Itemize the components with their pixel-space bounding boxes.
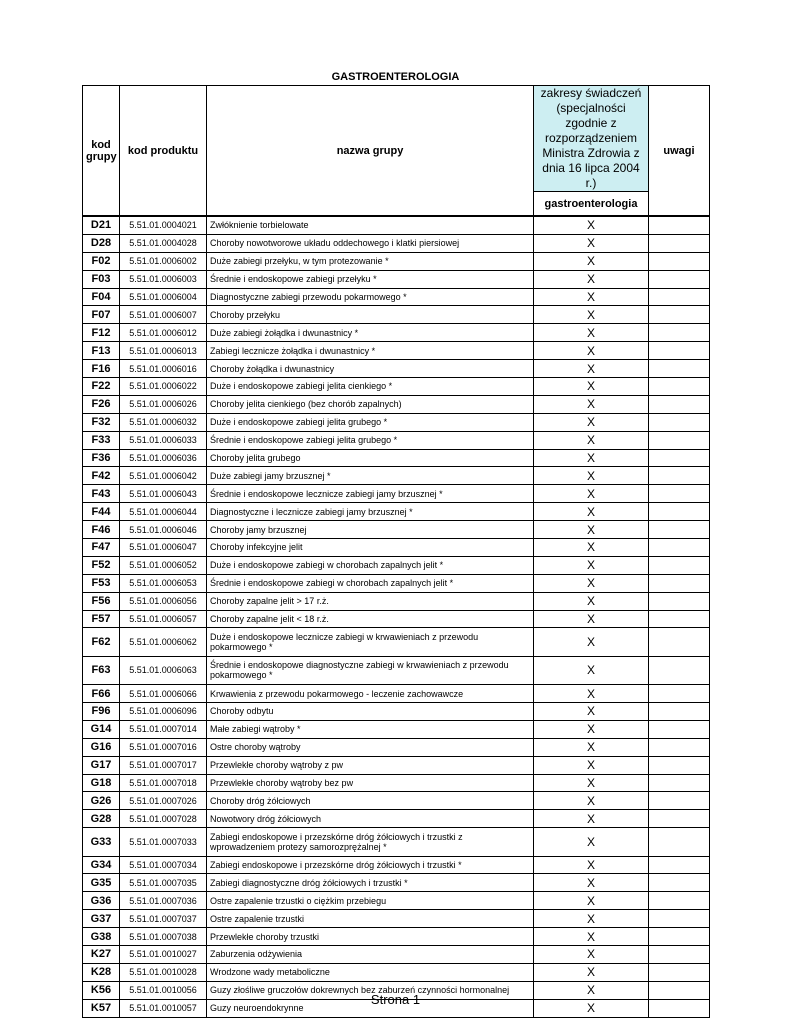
cell-product-code: 5.51.01.0010057 bbox=[120, 999, 207, 1017]
cell-group-name: Duże zabiegi jamy brzusznej * bbox=[207, 467, 534, 485]
cell-remarks bbox=[649, 910, 710, 928]
cell-remarks bbox=[649, 324, 710, 342]
cell-product-code: 5.51.01.0010056 bbox=[120, 981, 207, 999]
table-row bbox=[83, 874, 710, 892]
cell-group-name: Średnie i endoskopowe diagnostyczne zabiegi w krwawieniach z przewodu pokarmowego * bbox=[207, 656, 534, 684]
cell-specialty-mark: X bbox=[534, 810, 649, 828]
table-row bbox=[83, 216, 710, 234]
cell-group-name: Przewlekłe choroby wątroby bez pw bbox=[207, 774, 534, 792]
cell-specialty-mark: X bbox=[534, 270, 649, 288]
cell-group-name: Choroby nowotworowe układu oddechowego i klatki piersiowej bbox=[207, 234, 534, 252]
cell-group-code: K56 bbox=[83, 981, 120, 999]
table-row bbox=[83, 503, 710, 521]
cell-remarks bbox=[649, 467, 710, 485]
cell-specialty-mark: X bbox=[534, 413, 649, 431]
cell-specialty-mark: X bbox=[534, 720, 649, 738]
cell-group-name: Zwłóknienie torbielowate bbox=[207, 216, 534, 234]
cell-group-code: G36 bbox=[83, 892, 120, 910]
cell-remarks bbox=[649, 702, 710, 720]
cell-product-code: 5.51.01.0006033 bbox=[120, 431, 207, 449]
table-row bbox=[83, 828, 710, 856]
cell-product-code: 5.51.01.0007028 bbox=[120, 810, 207, 828]
cell-product-code: 5.51.01.0006044 bbox=[120, 503, 207, 521]
cell-group-name: Średnie i endoskopowe zabiegi przełyku * bbox=[207, 270, 534, 288]
cell-specialty-mark: X bbox=[534, 874, 649, 892]
cell-specialty-mark: X bbox=[534, 945, 649, 963]
cell-group-name: Zabiegi diagnostyczne dróg żółciowych i trzustki * bbox=[207, 874, 534, 892]
cell-product-code: 5.51.01.0007017 bbox=[120, 756, 207, 774]
cell-product-code: 5.51.01.0006052 bbox=[120, 556, 207, 574]
cell-group-name: Ostre choroby wątroby bbox=[207, 738, 534, 756]
cell-group-name: Przewlekłe choroby wątroby z pw bbox=[207, 756, 534, 774]
cell-specialty-mark: X bbox=[534, 252, 649, 270]
cell-group-code: D21 bbox=[83, 216, 120, 234]
cell-specialty-mark: X bbox=[534, 521, 649, 539]
cell-group-code: K28 bbox=[83, 963, 120, 981]
cell-product-code: 5.51.01.0006063 bbox=[120, 656, 207, 684]
cell-specialty-mark: X bbox=[534, 431, 649, 449]
cell-product-code: 5.51.01.0007035 bbox=[120, 874, 207, 892]
cell-specialty-mark: X bbox=[534, 288, 649, 306]
cell-group-name: Duże i endoskopowe zabiegi w chorobach zapalnych jelit * bbox=[207, 556, 534, 574]
cell-group-code: G38 bbox=[83, 928, 120, 946]
cell-group-name: Diagnostyczne i lecznicze zabiegi jamy brzusznej * bbox=[207, 503, 534, 521]
cell-specialty-mark: X bbox=[534, 324, 649, 342]
cell-specialty-mark: X bbox=[534, 306, 649, 324]
cell-product-code: 5.51.01.0004028 bbox=[120, 234, 207, 252]
table-row bbox=[83, 324, 710, 342]
cell-specialty-mark: X bbox=[534, 656, 649, 684]
cell-group-code: F32 bbox=[83, 413, 120, 431]
cell-product-code: 5.51.01.0006032 bbox=[120, 413, 207, 431]
cell-product-code: 5.51.01.0007033 bbox=[120, 828, 207, 856]
table-row bbox=[83, 378, 710, 396]
cell-product-code: 5.51.01.0004021 bbox=[120, 216, 207, 234]
cell-group-code: F46 bbox=[83, 521, 120, 539]
cell-remarks bbox=[649, 342, 710, 360]
cell-group-name: Choroby jelita cienkiego (bez chorób zapalnych) bbox=[207, 395, 534, 413]
table-row bbox=[83, 910, 710, 928]
cell-group-code: F57 bbox=[83, 610, 120, 628]
cell-group-code: F26 bbox=[83, 395, 120, 413]
cell-specialty-mark: X bbox=[534, 628, 649, 656]
cell-group-name: Zabiegi endoskopowe i przezskórne dróg żółciowych i trzustki z wprowadzeniem protezy samorozprężalnej * bbox=[207, 828, 534, 856]
cell-group-name: Diagnostyczne zabiegi przewodu pokarmowego * bbox=[207, 288, 534, 306]
table-row bbox=[83, 592, 710, 610]
table-row bbox=[83, 306, 710, 324]
cell-group-name: Choroby odbytu bbox=[207, 702, 534, 720]
cell-group-name: Guzy złośliwe gruczołów dokrewnych bez zaburzeń czynności hormonalnej bbox=[207, 981, 534, 999]
cell-remarks bbox=[649, 449, 710, 467]
cell-remarks bbox=[649, 756, 710, 774]
cell-remarks bbox=[649, 856, 710, 874]
cell-group-name: Duże zabiegi żołądka i dwunastnicy * bbox=[207, 324, 534, 342]
cell-group-name: Średnie i endoskopowe lecznicze zabiegi jamy brzusznej * bbox=[207, 485, 534, 503]
table-row bbox=[83, 792, 710, 810]
table-row bbox=[83, 756, 710, 774]
cell-specialty-mark: X bbox=[534, 756, 649, 774]
cell-group-name: Choroby jelita grubego bbox=[207, 449, 534, 467]
cell-product-code: 5.51.01.0006016 bbox=[120, 360, 207, 378]
cell-group-name: Zabiegi endoskopowe i przezskórne dróg żółciowych i trzustki * bbox=[207, 856, 534, 874]
table-row bbox=[83, 485, 710, 503]
cell-remarks bbox=[649, 413, 710, 431]
cell-product-code: 5.51.01.0006047 bbox=[120, 539, 207, 557]
table-row bbox=[83, 467, 710, 485]
cell-group-name: Średnie i endoskopowe zabiegi w chorobach zapalnych jelit * bbox=[207, 574, 534, 592]
cell-remarks bbox=[649, 792, 710, 810]
cell-product-code: 5.51.01.0006066 bbox=[120, 685, 207, 703]
cell-product-code: 5.51.01.0006046 bbox=[120, 521, 207, 539]
header-kod-grupy: kod grupy bbox=[83, 86, 120, 217]
cell-specialty-mark: X bbox=[534, 378, 649, 396]
cell-group-code: F42 bbox=[83, 467, 120, 485]
cell-group-name: Duże i endoskopowe zabiegi jelita cienkiego * bbox=[207, 378, 534, 396]
cell-remarks bbox=[649, 485, 710, 503]
table-row bbox=[83, 288, 710, 306]
table-row bbox=[83, 810, 710, 828]
cell-product-code: 5.51.01.0007014 bbox=[120, 720, 207, 738]
table-row bbox=[83, 234, 710, 252]
cell-remarks bbox=[649, 810, 710, 828]
table-row bbox=[83, 963, 710, 981]
cell-specialty-mark: X bbox=[534, 592, 649, 610]
cell-group-name: Choroby jamy brzusznej bbox=[207, 521, 534, 539]
cell-group-code: K27 bbox=[83, 945, 120, 963]
cell-product-code: 5.51.01.0006056 bbox=[120, 592, 207, 610]
cell-remarks bbox=[649, 945, 710, 963]
cell-group-code: G35 bbox=[83, 874, 120, 892]
cell-group-name: Choroby infekcyjne jelit bbox=[207, 539, 534, 557]
cell-group-code: D28 bbox=[83, 234, 120, 252]
cell-specialty-mark: X bbox=[534, 539, 649, 557]
cell-product-code: 5.51.01.0007034 bbox=[120, 856, 207, 874]
cell-product-code: 5.51.01.0006007 bbox=[120, 306, 207, 324]
cell-group-name: Choroby żołądka i dwunastnicy bbox=[207, 360, 534, 378]
cell-group-name: Choroby przełyku bbox=[207, 306, 534, 324]
cell-remarks bbox=[649, 234, 710, 252]
cell-group-name: Wrodzone wady metaboliczne bbox=[207, 963, 534, 981]
cell-group-code: G18 bbox=[83, 774, 120, 792]
cell-group-code: K57 bbox=[83, 999, 120, 1017]
cell-group-name: Duże i endoskopowe lecznicze zabiegi w krwawieniach z przewodu pokarmowego * bbox=[207, 628, 534, 656]
cell-specialty-mark: X bbox=[534, 999, 649, 1017]
cell-group-name: Przewlekłe choroby trzustki bbox=[207, 928, 534, 946]
cell-remarks bbox=[649, 431, 710, 449]
cell-specialty-mark: X bbox=[534, 702, 649, 720]
cell-group-code: G16 bbox=[83, 738, 120, 756]
cell-remarks bbox=[649, 574, 710, 592]
cell-remarks bbox=[649, 685, 710, 703]
cell-group-code: F12 bbox=[83, 324, 120, 342]
cell-group-code: G37 bbox=[83, 910, 120, 928]
table-row bbox=[83, 656, 710, 684]
table-row bbox=[83, 395, 710, 413]
cell-specialty-mark: X bbox=[534, 395, 649, 413]
services-table bbox=[82, 85, 710, 1018]
table-row bbox=[83, 774, 710, 792]
cell-group-name: Duże i endoskopowe zabiegi jelita grubego * bbox=[207, 413, 534, 431]
cell-product-code: 5.51.01.0010028 bbox=[120, 963, 207, 981]
cell-group-code: F47 bbox=[83, 539, 120, 557]
table-row bbox=[83, 431, 710, 449]
cell-product-code: 5.51.01.0007038 bbox=[120, 928, 207, 946]
cell-remarks bbox=[649, 928, 710, 946]
cell-remarks bbox=[649, 628, 710, 656]
cell-specialty-mark: X bbox=[534, 856, 649, 874]
cell-product-code: 5.51.01.0006003 bbox=[120, 270, 207, 288]
cell-group-code: F33 bbox=[83, 431, 120, 449]
table-row bbox=[83, 342, 710, 360]
cell-specialty-mark: X bbox=[534, 928, 649, 946]
cell-product-code: 5.51.01.0007026 bbox=[120, 792, 207, 810]
table-row bbox=[83, 856, 710, 874]
cell-specialty-mark: X bbox=[534, 574, 649, 592]
cell-remarks bbox=[649, 774, 710, 792]
cell-specialty-mark: X bbox=[534, 360, 649, 378]
table-row bbox=[83, 610, 710, 628]
cell-specialty-mark: X bbox=[534, 981, 649, 999]
header-nazwa-grupy: nazwa grupy bbox=[207, 86, 534, 217]
cell-specialty-mark: X bbox=[534, 342, 649, 360]
cell-product-code: 5.51.01.0006002 bbox=[120, 252, 207, 270]
cell-group-name: Małe zabiegi wątroby * bbox=[207, 720, 534, 738]
cell-group-code: G26 bbox=[83, 792, 120, 810]
cell-group-code: F02 bbox=[83, 252, 120, 270]
cell-group-code: F63 bbox=[83, 656, 120, 684]
cell-remarks bbox=[649, 360, 710, 378]
cell-remarks bbox=[649, 828, 710, 856]
cell-group-name: Choroby zapalne jelit < 18 r.ż. bbox=[207, 610, 534, 628]
cell-specialty-mark: X bbox=[534, 828, 649, 856]
cell-specialty-mark: X bbox=[534, 892, 649, 910]
cell-specialty-mark: X bbox=[534, 685, 649, 703]
cell-group-code: F53 bbox=[83, 574, 120, 592]
cell-group-code: F16 bbox=[83, 360, 120, 378]
cell-remarks bbox=[649, 503, 710, 521]
cell-product-code: 5.51.01.0007037 bbox=[120, 910, 207, 928]
cell-specialty-mark: X bbox=[534, 910, 649, 928]
page-footer: Strona 1 bbox=[370, 992, 421, 1007]
cell-specialty-mark: X bbox=[534, 774, 649, 792]
cell-specialty-mark: X bbox=[534, 216, 649, 234]
cell-remarks bbox=[649, 252, 710, 270]
cell-group-name: Ostre zapalenie trzustki bbox=[207, 910, 534, 928]
header-specialty: gastroenterologia bbox=[534, 192, 649, 217]
table-row bbox=[83, 628, 710, 656]
table-row bbox=[83, 539, 710, 557]
cell-group-name: Zaburzenia odżywienia bbox=[207, 945, 534, 963]
cell-product-code: 5.51.01.0007018 bbox=[120, 774, 207, 792]
cell-specialty-mark: X bbox=[534, 556, 649, 574]
cell-product-code: 5.51.01.0006062 bbox=[120, 628, 207, 656]
cell-specialty-mark: X bbox=[534, 503, 649, 521]
cell-group-name: Guzy neuroendokrynne bbox=[207, 999, 534, 1017]
cell-group-code: F13 bbox=[83, 342, 120, 360]
page-title: GASTROENTEROLOGIA bbox=[331, 71, 460, 83]
table-body bbox=[83, 216, 710, 1017]
cell-group-code: F03 bbox=[83, 270, 120, 288]
cell-product-code: 5.51.01.0006057 bbox=[120, 610, 207, 628]
cell-specialty-mark: X bbox=[534, 467, 649, 485]
cell-group-name: Zabiegi lecznicze żołądka i dwunastnicy * bbox=[207, 342, 534, 360]
cell-remarks bbox=[649, 521, 710, 539]
table-row bbox=[83, 892, 710, 910]
cell-product-code: 5.51.01.0006004 bbox=[120, 288, 207, 306]
cell-group-code: F07 bbox=[83, 306, 120, 324]
cell-group-code: F56 bbox=[83, 592, 120, 610]
cell-product-code: 5.51.01.0010027 bbox=[120, 945, 207, 963]
header-zakresy: zakresy świadczeń (specjalności zgodnie z rozporządzeniem Ministra Zdrowia z dnia 16 lipca 2004 r.) bbox=[534, 86, 649, 192]
cell-remarks bbox=[649, 610, 710, 628]
cell-group-name: Choroby zapalne jelit > 17 r.ż. bbox=[207, 592, 534, 610]
cell-product-code: 5.51.01.0006013 bbox=[120, 342, 207, 360]
cell-remarks bbox=[649, 892, 710, 910]
table-row bbox=[83, 720, 710, 738]
table-row bbox=[83, 738, 710, 756]
cell-group-code: G33 bbox=[83, 828, 120, 856]
table-row bbox=[83, 360, 710, 378]
table-row bbox=[83, 685, 710, 703]
cell-remarks bbox=[649, 306, 710, 324]
cell-remarks bbox=[649, 395, 710, 413]
table-row bbox=[83, 413, 710, 431]
cell-group-code: F52 bbox=[83, 556, 120, 574]
header-kod-produktu: kod produktu bbox=[120, 86, 207, 217]
cell-group-code: F62 bbox=[83, 628, 120, 656]
cell-specialty-mark: X bbox=[534, 610, 649, 628]
cell-specialty-mark: X bbox=[534, 234, 649, 252]
cell-group-name: Nowotwory dróg żółciowych bbox=[207, 810, 534, 828]
cell-remarks bbox=[649, 874, 710, 892]
cell-product-code: 5.51.01.0006012 bbox=[120, 324, 207, 342]
table-row bbox=[83, 574, 710, 592]
cell-group-code: G17 bbox=[83, 756, 120, 774]
cell-group-code: G28 bbox=[83, 810, 120, 828]
cell-remarks bbox=[649, 378, 710, 396]
cell-specialty-mark: X bbox=[534, 738, 649, 756]
cell-group-name: Duże zabiegi przełyku, w tym protezowanie * bbox=[207, 252, 534, 270]
cell-product-code: 5.51.01.0007016 bbox=[120, 738, 207, 756]
cell-group-code: G34 bbox=[83, 856, 120, 874]
cell-group-code: F43 bbox=[83, 485, 120, 503]
cell-specialty-mark: X bbox=[534, 449, 649, 467]
cell-group-name: Krwawienia z przewodu pokarmowego - leczenie zachowawcze bbox=[207, 685, 534, 703]
cell-group-code: G14 bbox=[83, 720, 120, 738]
cell-group-code: F04 bbox=[83, 288, 120, 306]
cell-group-code: F96 bbox=[83, 702, 120, 720]
cell-group-code: F66 bbox=[83, 685, 120, 703]
cell-remarks bbox=[649, 288, 710, 306]
table-row bbox=[83, 252, 710, 270]
table-row bbox=[83, 270, 710, 288]
cell-product-code: 5.51.01.0006026 bbox=[120, 395, 207, 413]
cell-product-code: 5.51.01.0006053 bbox=[120, 574, 207, 592]
table-row bbox=[83, 702, 710, 720]
cell-remarks bbox=[649, 738, 710, 756]
cell-product-code: 5.51.01.0007036 bbox=[120, 892, 207, 910]
cell-remarks bbox=[649, 270, 710, 288]
cell-product-code: 5.51.01.0006043 bbox=[120, 485, 207, 503]
table-row bbox=[83, 521, 710, 539]
table-row bbox=[83, 556, 710, 574]
cell-remarks bbox=[649, 556, 710, 574]
cell-group-code: F44 bbox=[83, 503, 120, 521]
cell-remarks bbox=[649, 539, 710, 557]
cell-group-name: Choroby dróg żółciowych bbox=[207, 792, 534, 810]
cell-remarks bbox=[649, 656, 710, 684]
table-row bbox=[83, 928, 710, 946]
cell-product-code: 5.51.01.0006042 bbox=[120, 467, 207, 485]
table-row bbox=[83, 945, 710, 963]
cell-product-code: 5.51.01.0006036 bbox=[120, 449, 207, 467]
cell-group-code: F22 bbox=[83, 378, 120, 396]
cell-specialty-mark: X bbox=[534, 485, 649, 503]
cell-specialty-mark: X bbox=[534, 963, 649, 981]
cell-product-code: 5.51.01.0006022 bbox=[120, 378, 207, 396]
cell-group-name: Ostre zapalenie trzustki o ciężkim przebiegu bbox=[207, 892, 534, 910]
table-row bbox=[83, 449, 710, 467]
cell-product-code: 5.51.01.0006096 bbox=[120, 702, 207, 720]
cell-specialty-mark: X bbox=[534, 792, 649, 810]
cell-group-name: Średnie i endoskopowe zabiegi jelita grubego * bbox=[207, 431, 534, 449]
cell-remarks bbox=[649, 720, 710, 738]
cell-remarks bbox=[649, 592, 710, 610]
cell-remarks bbox=[649, 963, 710, 981]
cell-remarks bbox=[649, 216, 710, 234]
header-uwagi: uwagi bbox=[649, 86, 710, 217]
cell-group-code: F36 bbox=[83, 449, 120, 467]
